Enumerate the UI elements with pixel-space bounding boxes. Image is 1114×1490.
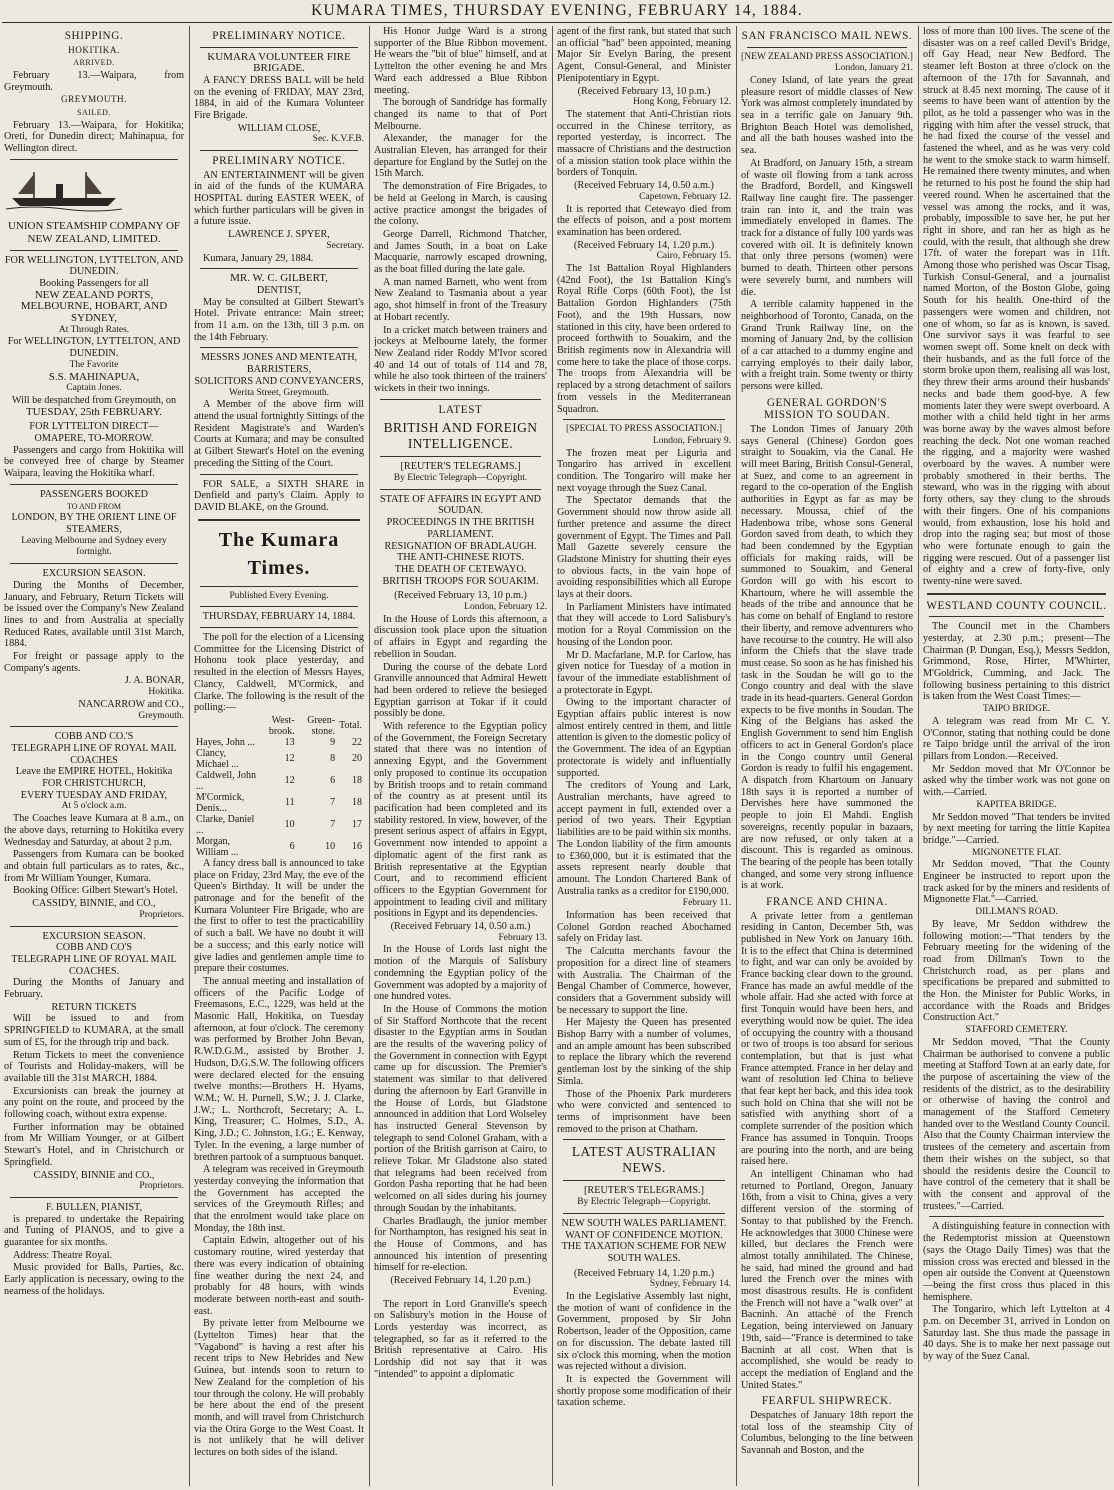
divider (563, 419, 725, 420)
ship-name: S.S. MAHINAPUA, (48, 370, 140, 383)
subhead-dillman: DILLMAN'S ROAD. (975, 907, 1058, 918)
gilbert-text: May be consulted at Gilbert Stewart's Hotel. Private entrance: Main street; from 11 a.m. on the 13th, till 3 p.m. on the 14th February. (194, 296, 364, 343)
bullen-address: Address: Theatre Royal. (13, 1249, 113, 1261)
divider (200, 347, 358, 348)
received-line: (Received February 14, 0.50 a.m.) (574, 180, 714, 192)
shipwreck-heading: FEARFUL SHIPWRECK. (761, 1395, 893, 1408)
dateline: Hong Kong, February 12. (633, 97, 731, 108)
for-wellington-2: For WELLINGTON, LYTTELTON, AND DUNEDIN. (7, 336, 181, 360)
spyer-title: Secretary. (326, 240, 364, 251)
jones-text: A Member of the above firm will attend the usual fortnightly Sittings of the Resident Magistrate's and Warden's Courts at Kumara; and may be consulted at Gilbert Stewart's Hotel on the evening preceding the Sitting of the Court. (194, 399, 364, 469)
news-paragraph: Despatches of January 18th report the total loss of the steamship City of Columbus, belonging to the line between Savannah and Boston, and the (741, 1409, 913, 1456)
news-paragraph: A private letter from a gentleman residing in Canton, December 5th, was published in New York on January 16th. It is to the effect that China is determined to fight, and war can only be avoided by France backing clear down to the ground. France has made an awful meddle of the whole affair. Had she acted with force at first Tonquin would have been hers, and everything would now be quiet. The idea of occupying the country with a thousand or two of troops is too absurd for serious contemplation, but that is just what France attempted. France in her delay and want of resolution led China to believe that fear kept her back, and this idea took such hold on China that she will not be satisfied with anything short of a complete surrender of the position which France has assumed in Tonquin. Troops are pouring into the north, and are being raised here. (741, 910, 913, 1168)
news-paragraph: The demonstration of Fire Brigades, to be held at Geelong in March, is causing active practice amongst the brigades of the colony. (374, 181, 547, 228)
news-paragraph: In Parliament Ministers have intimated that they will accede to Lord Salisbury's motion for a Royal Commission on the housing of the London poor. (557, 601, 731, 648)
headline-parliament: PROCEEDINGS IN THE BRITISH PARLIAMENT. (386, 517, 535, 540)
kvfb-heading: KUMARA VOLUNTEER FIRE BRIGADE. (207, 50, 351, 75)
passengers-text: Passengers and cargo from Hokitika will be conveyed free of charge by Steamer Waipara, leaving the Hokitika wharf. (4, 444, 184, 480)
favorite-line: The Favorite (69, 359, 119, 370)
news-paragraph: It is reported that Cetewayo died from the effects of poison, and a post mortem examination has been ordered. (557, 203, 731, 238)
column-1 (4, 26, 184, 1488)
received-line: (Received February 14, 1.20 p.m.) (390, 1275, 531, 1287)
news-paragraph: The creditors of Young and Lark, Australian merchants, have agreed to accept payment in full, extended over a period of two years. Their Egyptian liabilities are to be paid within six months. The London liability of the firm amounts to £360,000, but it is estimated that the assets represent nearly double that amount. The London Chartered Bank of Australia ranks as a creditor for £190,000. (557, 780, 731, 897)
headline-egypt: STATE OF AFFAIRS IN EGYPT AND SOUDAN. (380, 493, 541, 517)
dentist-label: DENTIST, (256, 284, 302, 296)
news-paragraph: The 1st Battalion Royal Highlanders (42nd Foot), the 1st Battalion King's Royal Rifle Corps (60th Foot), the 1st Battalion Gordon Highlanders (75th Foot), and the 19th Hussars, now stationed in this city, have been ordered to proceed forthwith to Souakim, and the British regiments now in Alexandria will come here to take the place of those corps. The troops from Alexandria will be replaced by a strong detachment of sailors from vessels in the Mediterranean Squadron. (557, 263, 731, 415)
news-paragraph: The London Times of January 20th says General (Chinese) Gordon goes straight to Souakim, via the Canal. He will meet Baring, British Consul-General, at Suez, and come to an agreement in regard to the co-operation of the English authorities in Egypt as far as may be necessary. Moussa, chief of the Hadenbowa tribe, whose sons General Gordon saved from death, to which they had been condemned by the Egyptian officials for making raids, will be summoned to Souakim, and General Gordon will go with his escort to Khartoum, where he will assemble the heads of the tribe and announce that he has come on behalf of England to restore their liberty, and remove adventurers who have recourse to the country. He will also inform the Chiefs that the slave trade must cease. So soon as he has finished his task in the Soudan he will go to the Congo country and deal with the slave trade in its head-quarters. General Gordon expects to be five months in Soudan. The King of the Belgians has asked the English Government to send him English officers to act in General Gordon's place in the Congo country until General Gordon is ready to fulfil his engagement. A dispatch from Khartoum on January 18th says it is reported a number of Dervishes here have summoned the people to join El Mahdi. English sovereigns, recently popular in bazaars, are now refused, or only taken at a discount. This is regarded as ominous. The bearing of the people has been totally changed, and some very strong influence is at work. (741, 423, 913, 892)
news-paragraph: An intelligent Chinaman who had returned to Portland, Oregon, January 16th, from a visit to China, gives a very different version of the storming of Sontay to that published by the French. He acknowledges that 3000 Chinese were killed, but declares the French were almost totally annihilated. The Chinese, he said, had mined the ground and had lured the French over the mines with most disastrous results. He is confident the French will not have a "walk over" at Bacninh. An attaché of the French Legation, being interviewed on January 19th, said—"France is determined to take Bacninh at all cost. When that is accomplished, she would be ready to accept the mediation of England and the United States." (741, 1168, 913, 1391)
gordon-heading: GENERAL GORDON'S MISSION TO SOUDAN. (763, 396, 891, 422)
dateline: Sydney, February 14. (649, 1279, 731, 1290)
every-tuesday: EVERY TUESDAY AND FRIDAY, (20, 789, 168, 801)
news-paragraph: Information has been received that Colonel Gordon reached Abochamed safely on Friday last. (557, 910, 731, 945)
gilbert-heading: MR. W. C. GILBERT, (230, 272, 328, 285)
headline-bradlaugh: RESIGNATION OF BRADLAUGH. (384, 540, 537, 552)
news-paragraph: In the House of Lords this afternoon, a discussion took place upon the situation of affairs in Egypt and regarding the rebellion in Soudan. (374, 613, 547, 660)
news-paragraph: The Spectator demands that the Government should now throw aside all further pretence and assume the direct government of Egypt. The Times and Pall Mall Gazette severely censure the Gladstone Ministry for shutting their eyes to obvious facts, in the vain hope of avoiding responsibilities which all Europe lays at their doors. (557, 495, 731, 601)
coaches-text: The Coaches leave Kumara at 8 a.m., on the above days, returning to Hokitika every Wednesday and Saturday, at about 2 p.m. (4, 813, 184, 848)
divider (10, 250, 178, 251)
agent-bonar-location: Hokitika. (148, 687, 184, 698)
fortnight-line: Leaving Melbourne and Sydney every fortnight. (21, 535, 167, 558)
divider (198, 519, 360, 521)
news-paragraph: During the course of the debate Lord Granville announced that Admiral Hewett had been ordered to relieve the besieged Egyptian garrison at Tokar if it could possibly be done. (374, 661, 547, 720)
dateline: Evening. (512, 1286, 547, 1297)
column-rule (189, 26, 190, 1486)
divider (10, 726, 178, 727)
fancy-ball-text: A FANCY DRESS BALL will be held on the evening of FRIDAY, MAY 23rd, 1884, in aid of the Kumara Volunteer Fire Brigade. (194, 74, 364, 122)
news-paragraph: Her Majesty the Queen has presented Bishop Barry with a number of volumes, and an ample amount has been subscribed to replace the library which the reverend gentleman lost by the sinking of the ship Simla. (557, 1017, 731, 1087)
through-rates: At Through Rates. (58, 324, 130, 335)
ports-line: NEW ZEALAND PORTS, MELBOURNE, HOBART, AND SYDNEY, (20, 288, 168, 325)
entertainment-text: AN ENTERTAINMENT will be given in aid of the funds of the KUMARA HOSPITAL during EASTER WEEK, of which further particulars will be given in a future issue. (194, 169, 364, 228)
subhead-kapitea: KAPITEA BRIDGE. (976, 799, 1057, 810)
poll-row: Clarke, Daniel ... 10 7 17 (196, 813, 362, 836)
received-line: (Received February 13, 10 p.m.) (394, 590, 527, 602)
dateline: London, February 9. (652, 435, 731, 446)
divider (563, 1213, 725, 1214)
column-rule (369, 26, 370, 1486)
passengers-booked: PASSENGERS BOOKED (39, 488, 149, 500)
news-paragraph: In a cricket match between trainers and jockeys at Melbourne lately, the former New Zealand rider Roddy M'Ivor scored 40 and 14 out of totals of 114 and 78, while he also took thirteen of the trainers' wickets in their two innings. (374, 324, 547, 395)
poll-table (194, 715, 364, 858)
sf-mail-heading: SAN FRANCISCO MAIL NEWS. (741, 30, 913, 42)
divider (747, 47, 907, 48)
column-2 (194, 26, 364, 1488)
news-paragraph: Mr Seddon moved "That tenders be invited by next meeting for tarring the little Kapitea bridge."—Carried. (923, 811, 1110, 846)
dateline: London, January 21. (834, 63, 913, 74)
fancy-ball-article: A fancy dress ball is announced to take place on Friday, 23rd May, the eve of the Queen's Birthday. It will be under the patronage and for the benefit of the Kumara Volunteer Fire Brigade, who are the first to offer to test the practicability of such a ball. We have no doubt it will be a success; and this early notice will give ladies and gentlemen ample time to prepare their costumes. (194, 857, 364, 975)
greymouth-heading: GREYMOUTH. (61, 94, 127, 105)
news-paragraph: A telegram was read from Mr C. Y. O'Connor, stating that nothing could be done re Taipo bridge until the arrival of the iron pillars from London.—Received. (923, 715, 1110, 762)
divider (10, 926, 178, 927)
news-paragraph: The borough of Sandridge has formally changed its name to that of Port Melbourne. (374, 97, 547, 132)
news-paragraph: The Council met in the Chambers yesterday, at 2.30 p.m.; present—The Chairman (P. Dungan, Esq.), Messrs Seddon, Grimmond, Rose, Hirter, M'Whirter, M'Goldrick, Cumming, and Jack. The following business pertaining to this district is taken from the West Coast Times:— (923, 621, 1110, 703)
weather-article: Captain Edwin, altogether out of his customary routine, wired yesterday that there was every indication of obtaining fine weather during the next 24, and probably for 48 hours, with winds moderate between north-east and south-east. (194, 1235, 364, 1317)
reuters-label: [REUTER'S TELEGRAMS.] (584, 1185, 704, 1197)
subhead-mignonette: MIGNONETTE FLAT. (971, 847, 1061, 858)
music-text: Music provided for Balls, Parties, &c. Early application is necessary, owing to the nearness of the holidays. (4, 1262, 184, 1297)
news-paragraph: The Calcutta merchants favour the proposition for a direct line of steamers with Australia. The Chairman of the Bengal Chamber of Commerce, however, considers that a Government subsidy will be necessary to support the line. (557, 946, 731, 1016)
poll-intro: The poll for the election of a Licensing Committee for the Licensing District of Hohonu took place yesterday, and resulted in the election of Messrs Hayes, Clancy, Caldwell, M'Cormick, and Clarke. The following is the result of the polling:— (194, 632, 364, 714)
shipping-heading: SHIPPING. (64, 30, 124, 42)
agent-nancarrow: NANCARROW and CO., (78, 698, 184, 710)
london-orient: LONDON, BY THE ORIENT LINE OF STEAMERS, (11, 512, 177, 535)
subhead-taipo: TAIPO BRIDGE. (982, 704, 1051, 715)
sailed-label: SAILED. (77, 108, 111, 118)
vagabond-article: By private letter from Melbourne we (Lyttelton Times) hear that the "Vagabond" is having a rest after his recent trips to New Hebrides and New Guinea, but intends soon to return to New Zealand for the completion of his tour through the colony. He will probably be here about the end of the present month, and will travel from Christchurch via the Otira Gorge to the West Coast. It is not unlikely that he will deliver lectures on both sides of the island. (194, 1318, 364, 1459)
divider (10, 563, 178, 564)
kumara-date: Kumara, January 29, 1884. (203, 252, 314, 264)
for-christchurch: FOR CHRISTCHURCH, (42, 778, 146, 790)
for-lyttelton: FOR LYTTELTON DIRECT—OMAPERE, TO-MORROW. (29, 421, 159, 445)
for-sale-text: FOR SALE, a SIXTH SHARE in Denfield and party's Claim. Apply to DAVID BLAKE, on the Ground. (194, 478, 364, 513)
dateline: February 13. (498, 932, 547, 943)
column-4 (557, 26, 731, 1488)
news-paragraph: Mr Seddon moved, "That the County Engineer be instructed to report upon the track asked for by the miners and residents of Mignonette Flat."—Carried. (923, 859, 1110, 906)
latest-label: LATEST (438, 403, 483, 416)
excursion-text: During the Months of December, January, and February, Return Tickets will be issued over the Company's New Zealand lines to and from Australia at specially Reduced Rates, available until 31st March, 1884. (4, 579, 184, 650)
divider (380, 399, 541, 400)
headline-taxation: THE TAXATION SCHEME FOR NEW SOUTH WALES. (561, 1241, 727, 1264)
headline-confidence: WANT OF CONFIDENCE MOTION. (565, 1229, 723, 1241)
further-info: Further information may be obtained from Mr William Younger, or at Gilbert Stewart's Hotel, and in Christchurch or Springfield. (4, 1121, 184, 1168)
poll-row: M'Cormick, Denis... 11 7 18 (196, 791, 362, 814)
divider (200, 268, 358, 269)
cassidy-binnie-2: CASSIDY, BINNIE and CO., (33, 1169, 155, 1181)
prelim-notice-heading: PRELIMINARY NOTICE. (212, 30, 346, 42)
jones-heading: MESSRS JONES AND MENTEATH, (200, 352, 358, 364)
divider (927, 593, 1106, 595)
poll-row: Clancy, Michael ... 12 8 20 (196, 747, 362, 770)
five-oclock: At 5 o'clock a.m. (61, 801, 127, 812)
received-line: (Received February 14, 1.20 p.m.) (573, 1267, 715, 1279)
booking-line: Booking Passengers for all (39, 277, 149, 289)
published-label: Published Every Evening. (229, 590, 329, 601)
dateline: Capetown, February 12. (639, 191, 731, 202)
bullen-text: is prepared to undertake the Repairing and Tuning of PIANOS, and to give a guarantee for six months. (4, 1213, 184, 1249)
divider (200, 150, 358, 151)
news-paragraph: In the House of Commons the motion of Sir Stafford Northcote that the recent disaster to the Egyptian arms in Soudan are the results of the wavering policy of the Government in connection with Egypt came up for discussion. The Premier's statement was similar to that delivered during the afternoon by Earl Granville in the House of Lords, but Gladstone announced in addition that Lord Wolseley has instructed General Stevenson by telegraph to send Colonel Graham, with a portion of the British garrison at Cairo, to relieve Tokar. Mr Gladstone also stated that telegrams had been received from Gordon Pasha reporting that he had been welcomed on all sides during his journey through Soudan by the inhabitants. (374, 1003, 547, 1214)
news-paragraph: A terrible calamity happened in the neighborhood of Toronto, Canada, on the Grand Trunk Railway line, on the morning of January 2nd, by the collision of a car attached to a dummy engine and carrying employés to their daily labor, with a freight train. Some twenty or thirty persons were killed. (741, 299, 913, 393)
excursionists-text: Excursionists can break the journey at any point on the route, and proceed by the following coach, without extra expense. (4, 1085, 184, 1121)
headline-riots: THE ANTI-CHINESE RIOTS. (396, 552, 525, 564)
headline-cetewayo: THE DEATH OF CETEWAYO. (394, 563, 527, 575)
divider (200, 627, 358, 628)
divider (563, 1180, 725, 1181)
news-paragraph: Alexander, the manager for the Australian Eleven, has arranged for their departure for England by the Sutlej on the 15th March. (374, 133, 547, 180)
sailed-text: February 13.—Waipara, for Hokitika; Oreti, for Dunedin direct; Mahinapua, for Wellington direct. (4, 119, 184, 155)
return-tickets-text: Will be issued to and from SPRINGFIELD to KUMARA, at the small sum of £5, for the through trip and back. (4, 1013, 184, 1048)
poll-row: Morgan, William ... 6 10 16 (196, 835, 362, 858)
news-paragraph: The Tongariro, which left Lyttelton at 4 p.m. on December 31, arrived in London on Saturday last. She thus made the passage in 40 days. She is to make her next passage out by way of the Suez Canal. (923, 1304, 1110, 1363)
agent-bonar: J. A. BONAR, (124, 675, 184, 687)
during-months: During the Months of January and February. (4, 977, 184, 1001)
received-line: (Received February 14, 0.50 a.m.) (390, 921, 531, 933)
despatch-line: Will be despatched from Greymouth, on (11, 394, 177, 406)
solicitors-label: SOLICITORS AND CONVEYANCERS, (194, 375, 364, 387)
france-china-heading: FRANCE AND CHINA. (766, 896, 888, 909)
cobb-heading-2: COBB AND CO'S (56, 942, 132, 954)
dateline: Cairo, February 15. (656, 251, 731, 262)
divider (200, 606, 358, 607)
telegraph-line: TELEGRAPH LINE OF ROYAL MAIL COACHES (11, 742, 177, 766)
british-foreign-heading: BRITISH AND FOREIGN INTELLIGENCE. (383, 420, 538, 452)
news-paragraph: A distinguishing feature in connection with the Redemptorist mission at Queenstown (says the Otago Daily Times) was that the mission cross was erected and blessed in the open air outside the Convent at Queenstown—being the first cross thus placed in this hemisphere. (923, 1221, 1110, 1303)
divider (10, 159, 178, 160)
steamship-icon (4, 168, 124, 212)
masthead-rule (2, 22, 1112, 23)
divider (10, 1197, 178, 1198)
headline-souakim: BRITISH TROOPS FOR SOUAKIM. (382, 575, 539, 587)
excursion-heading-2: EXCURSION SEASON. (42, 930, 146, 942)
news-paragraph: The frozen meat per Liguria and Tongariro has arrived in excellent condition. The Tongariro will make her next voyage through the Suez Canal. (557, 447, 731, 494)
column-3 (374, 26, 547, 1488)
news-paragraph: The statement that Anti-Christian riots occurred in the Chinese territory, as reported yesterday, is incorrect. The massacre of Christians and the destruction of a mission station took place within the borders of Tonquin. (557, 108, 731, 179)
news-paragraph: The report in Lord Granville's speech on Salisbury's motion in the House of Lords yesterday was incorrect, as telegraphed, so far as it referred to the British representative at Cairo. His Lordship did not say that it was "intended" to appoint a diplomatic (374, 1298, 547, 1380)
column-5 (741, 26, 913, 1488)
news-paragraph: In the Legislative Assembly last night, the motion of want of confidence in the Government, proposed by Sir John Robertson, leader of the Opposition, came on for discussion. The debate lasted till six o'clock this morning, when the motion was rejected without a division. (557, 1291, 731, 1373)
news-paragraph: agent of the first rank, but stated that such an official "had" been appointed, meaning Major Sir Evelyn Baring, the present Agent, Consul-General, and Minister Plenipotentiary in Egypt. (557, 26, 731, 84)
special-press-label: [SPECIAL TO PRESS ASSOCIATION.] (565, 424, 723, 435)
news-paragraph: Coney Island, of late years the great pleasure resort of middle classes of New York was almost completely inundated by sea in a terrific gale on January 9th. Brighton Beach Hotel was demolished, and all the bath houses washed into the sea. (741, 74, 913, 157)
masthead: KUMARA TIMES, THURSDAY EVENING, FEBRUARY 14, 1884. (311, 2, 803, 19)
freemasons-article: The annual meeting and installation of officers of the Pacific Lodge of Freemasons, E.C., 1229, was held at the Masonic Hall, Hokitika, on Tuesday afternoon, at four o'clock. The ceremony was performed by Brother John Bevan, R.W.D.G.M., assisted by Brother J. Hudson, D.G.S.W. The following officers were declared elected for the ensuing twelve months:—Brothers H. Hyams, W.M.; W. H. Purnell, S.W.; J. J. Clarke, J.W.; L. Northcroft, Secretary; A. L. King, Treasurer; C. Holmes, S.D., A. King, J.D.; C. Johnston, I.G.; E. Kenway, Tyler. In the evening, a large number of brethren partook of a sumptuous banquet. (194, 975, 364, 1163)
received-line: (Received February 14, 1.20 p.m.) (573, 239, 715, 251)
latest-australian-heading: LATEST AUSTRALIAN NEWS. (571, 1144, 717, 1176)
divider (380, 456, 541, 457)
captain-line: Captain Jones. (66, 383, 122, 394)
news-paragraph: George Darrell, Richmond Thatcher, and James South, in a boat on Lake Macquarie, narrowly escaped drowning, as the boat filled during the late gale. (374, 228, 547, 276)
news-paragraph: At Bradford, on January 15th, a stream of waste oil flowing from a tank across the Bradford, Bordell, and Kingswell Railway line caught fire. The passenger train ran into it, and the train was immediately enveloped in flames. The track for a distance of fully 100 yards was covered with oil. It is definitely known that only three persons (women) were burned to death. Thirteen other persons were severely burnt, and numbers will die. (741, 157, 913, 298)
union-steamship-title: UNION STEAMSHIP COMPANY OF NEW ZEALAND, LIMITED. (7, 219, 181, 245)
proprietors-label-2: Proprietors. (139, 1181, 184, 1192)
bullen-heading: F. BULLEN, PIANIST, (45, 1201, 143, 1213)
news-paragraph: loss of more than 100 lives. The scene of the disaster was on a reef called Devil's Bridge, off Gay Head, near New Bedford. The steamer left Boston at three o'clock on the afternoon of the 17th for Savannah, and struck at 8.45 next morning. The cause of it seems to have been want of attention by the pilot, as he told a passenger who was in the rigging with him after the vessel struck, that he had fixed the course of the vessel and fastened the wheel, and as he was very cold he went to the smoke stack to warm himself. He remained there twenty minutes, and when he returned to his post he found the ship had veered round. When he ascertained that the vessel was among the rocks, and it was, probably, impossible to save her, he put her right in shore, and ran her as high as he could, with the result, that although she drew 17ft. of water the forepart was in 11ft. Among those who perished was Oscar Tisag, Turkish Consul-General, and a journalist named Morton, of the Boston Globe, going South for his health. One-third of the passengers were women and children, not one of whom, so far as is known, is saved. One survivor says it was fearful to see women swept off. Some knelt on deck with their husbands, and as the full force of the storm broke upon them, realising all was lost, they threw their arms around their husbands' necks and bade them good-bye. A few moments later they were swept overboard. A mother with a child held tight in her arms was borne away by the waves almost before reaching the deck. Not one woman reached the rigging, and a majority were washed overboard by the waves. A number were probably smothered in their berths. The steward, who was in the rigging with about forty others, say they clung to the shrouds with their fingers. One of his companions would, from exhaustion, lose his hold and drop into the raging sea; but most of those who were fortunate enough to gain the rigging were rescued. Out of a passenger list of eighty and a crew of forty-five, only twenty-nine were saved. (923, 26, 1110, 588)
news-paragraph: Mr Seddon moved that Mr O'Connor be asked why the timber work was not gone on with.—Carried. (923, 763, 1110, 799)
arrived-label: ARRIVED. (73, 58, 115, 68)
received-line: (Received February 13, 10 p.m.) (577, 85, 711, 97)
hokitika-heading: HOKITIKA. (68, 44, 120, 55)
cobb-heading: COBB AND CO.'S (54, 731, 134, 743)
divider (929, 616, 1104, 617)
column-rule (552, 26, 553, 1486)
column-rule (918, 26, 919, 1486)
poll-row: Caldwell, John ... 12 6 18 (196, 769, 362, 792)
return-tickets-heading: RETURN TICKETS (51, 1001, 137, 1013)
news-paragraph: Mr D. Macfarlane, M.P. for Carlow, has given notice for Tuesday of a motion in favour of the immediate establishment of a protectorate in Egypt. (557, 649, 731, 696)
arrival-text: February 13.—Waipara, from Greymouth. (4, 69, 184, 93)
nzpa-label: [NEW ZEALAND PRESS ASSOCIATION.] (741, 51, 913, 62)
divider (200, 474, 358, 475)
news-paragraph: Charles Bradlaugh, the junior member for Northampton, has resigned his seat in the House of Commons, and has announced his intention of presenting himself for re-election. (374, 1215, 547, 1274)
news-paragraph: Owing to the important character of Egyptian affairs public interest is now almost entirely centred in them, and little attention is given to the domestic policy of the Government. The idea of an Egyptian protectorate is widely and influentially supported. (557, 697, 731, 779)
poll-header-row: West-brook. Green-stone. Total. (268, 714, 362, 737)
news-paragraph: In the House of Lords last night the motion of the Marquis of Salisbury condemning the Egyptian policy of the Government was adopted by a majority of one hundred votes. (374, 944, 547, 1003)
cassidy-binnie: CASSIDY, BINNIE, and CO., (32, 898, 156, 910)
kumara-passengers-text: Passengers from Kumara can be booked and obtain full particulars as to rates, &c., from Mr William Younger, Kumara. (4, 849, 184, 884)
divider (10, 484, 178, 485)
news-paragraph: A man named Barnett, who went from New Zealand to Tasmania about a year ago, shot himself in front of the Treasury at Hobart recently. (374, 276, 547, 323)
booking-office: Booking Office: Gilbert Stewart's Hotel. (13, 885, 178, 897)
to-and-from: TO AND FROM (66, 501, 122, 511)
poll-row: Hayes, John ... 13 9 22 (196, 736, 362, 748)
telegraph-line-2: TELEGRAPH LINE OF ROYAL MAIL COACHES. (11, 953, 177, 977)
subhead-stafford: STAFFORD CEMETERY. (965, 1025, 1068, 1036)
spyer-name: LAWRENCE J. SPYER, (228, 229, 330, 241)
issue-date: THURSDAY, FEBRUARY 14, 1884. (202, 611, 356, 623)
news-paragraph: His Honor Judge Ward is a strong supporter of the Blue Ribbon movement. He wears the "bit of blue" himself, and at Lyttelton the other evening he and Mrs Ward each addressed a Blue Ribbon meeting. (374, 26, 547, 96)
sailing-date: TUESDAY, 25th FEBRUARY. (25, 405, 163, 418)
news-paragraph: Mr Seddon moved, "That the County Chairman be authorised to convene a public meeting at Stafford Town at an early date, for the purpose of ascertaining the view of the residents of the district, as to the desirability or otherwise of having the control and management of the Stafford Cemetery handed over to the Westland County Council. Also that the County Chairman interview the trustees of the cemetery and ascertain from them their wishes on the subject, so that should the residents desire the Council to have control of the cemetery that it shall be with the consent and approval of the trustees."—Carried. (923, 1036, 1110, 1212)
dateline: February 11. (682, 898, 731, 909)
divider (563, 1139, 725, 1140)
divider (929, 1216, 1104, 1217)
divider (200, 586, 358, 587)
leave-empire: Leave the EMPIRE HOTEL, Hokitika (15, 766, 173, 778)
news-paragraph: By leave, Mr Seddon withdrew the following motion:—"That tenders by the February meeting for the widening of the road from Dillman's Town to the Christchurch road, as per plans and specifications be prepared and submitted to the Hon. the Minister for Public Works, in accordance with the Roads and Bridges Construction Act." (923, 918, 1110, 1024)
news-paragraph: With reference to the Egyptian policy of the Government, the Foreign Secretary stated that there was no intention of annexing Egypt, and the Government only proposed to continue its occupation by British troops and to retain command of the country as at present until its pacification had been completed and its stability restored. In view, however, of the present serious aspect of affairs in Egypt, Government now intended to appoint a diplomatic agent of the first rank as British representative at the Egyptian Court, and to recommend efficient officers to the Egyptian Government for appointment to leading civil and military positions in Egypt and its dependencies. (374, 721, 547, 920)
column-6 (923, 26, 1110, 1488)
for-wellington: FOR WELLINGTON, LYTTELTON, AND DUNEDIN. (4, 254, 184, 278)
copyright-line: By Electric Telegraph—Copyright. (577, 1197, 711, 1208)
headline-nsw: NEW SOUTH WALES PARLIAMENT. (561, 1217, 727, 1229)
copyright-line: By Electric Telegraph—Copyright. (393, 473, 528, 483)
reuters-label: [REUTER'S TELEGRAMS.] (400, 461, 521, 473)
proprietors-label: Proprietors. (139, 909, 184, 920)
kumara-times-logo: The Kumara Times. (218, 528, 340, 579)
prelim-notice-heading-2: PRELIMINARY NOTICE. (212, 155, 346, 168)
westland-heading: WESTLAND COUNTY COUNCIL. (926, 599, 1107, 612)
close-title: Sec. K.V.F.B. (312, 134, 364, 145)
divider (200, 47, 358, 48)
news-paragraph: Those of the Phoenix Park murderers who were convicted and sentenced to terms of imprisonment have been removed to the prison at Chatham. (557, 1088, 731, 1135)
column-rule (736, 26, 737, 1486)
close-name: WILLIAM CLOSE, (237, 122, 321, 134)
divider (380, 489, 541, 490)
excursion-heading: EXCURSION SEASON. (42, 568, 146, 580)
return-tickets-tourists: Return Tickets to meet the convenience of Tourists and Holiday-makers, will be available till the 31st MARCH, 1884. (4, 1049, 184, 1084)
agent-nancarrow-location: Greymouth. (138, 710, 184, 721)
dateline: London, February 12. (464, 602, 547, 613)
barristers-label: BARRISTERS, (246, 364, 312, 376)
werita-street: Werita Street, Greymouth. (228, 387, 329, 398)
freight-text: For freight or passage apply to the Company's agents. (4, 651, 184, 674)
rifles-article: A telegram was received in Greymouth yesterday conveying the information that the Government has accepted the services of the Greymouth Rifles; and that the enrolment would take place on Monday, the 18th inst. (194, 1164, 364, 1234)
news-paragraph: It is expected the Government will shortly propose some modification of their taxation scheme. (557, 1373, 731, 1409)
